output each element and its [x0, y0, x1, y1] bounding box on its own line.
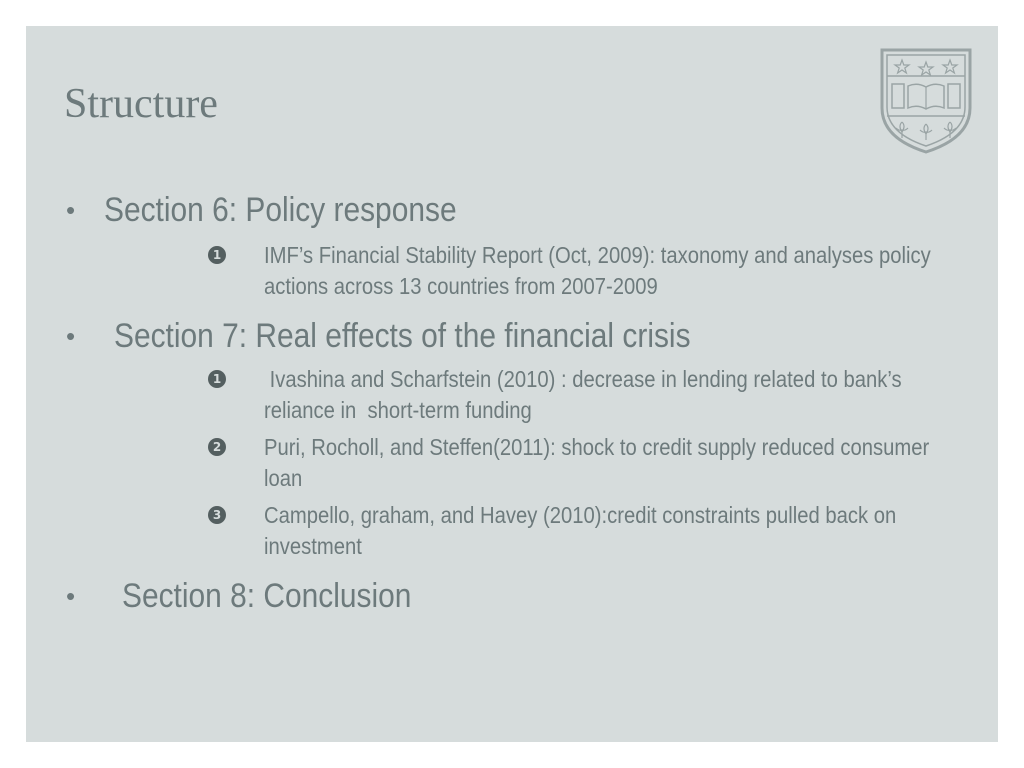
numbered-marker: 2: [208, 438, 226, 456]
bullet-dot: •: [66, 321, 76, 351]
sub-item-text: Puri, Rocholl, and Steffen(2011): shock to credit supply reduced consumer loan: [264, 434, 930, 491]
section-heading: Section 6: Policy response: [104, 191, 457, 229]
section-heading: Section 8: Conclusion: [122, 577, 412, 615]
section-heading: Section 7: Real effects of the financial crisis: [114, 317, 691, 355]
slide: [26, 26, 998, 742]
sub-item-text: Ivashina and Scharfstein (2010) : decrease in lending related to bank’s reliance in short-term funding: [264, 366, 908, 423]
numbered-marker: 1: [208, 370, 226, 388]
sub-item-text: IMF’s Financial Stability Report (Oct, 2009): taxonomy and analyses policy actions across 13 countries from 2007-2009: [264, 242, 931, 299]
numbered-marker: 1: [208, 246, 226, 264]
slide-body: [26, 26, 998, 742]
bullet-dot: •: [66, 195, 76, 225]
bullet-dot: •: [66, 581, 76, 611]
sub-item-text: Campello, graham, and Havey (2010):credit constraints pulled back on investment: [264, 502, 897, 559]
numbered-marker: 3: [208, 506, 226, 524]
slide-title: Structure: [64, 81, 218, 127]
